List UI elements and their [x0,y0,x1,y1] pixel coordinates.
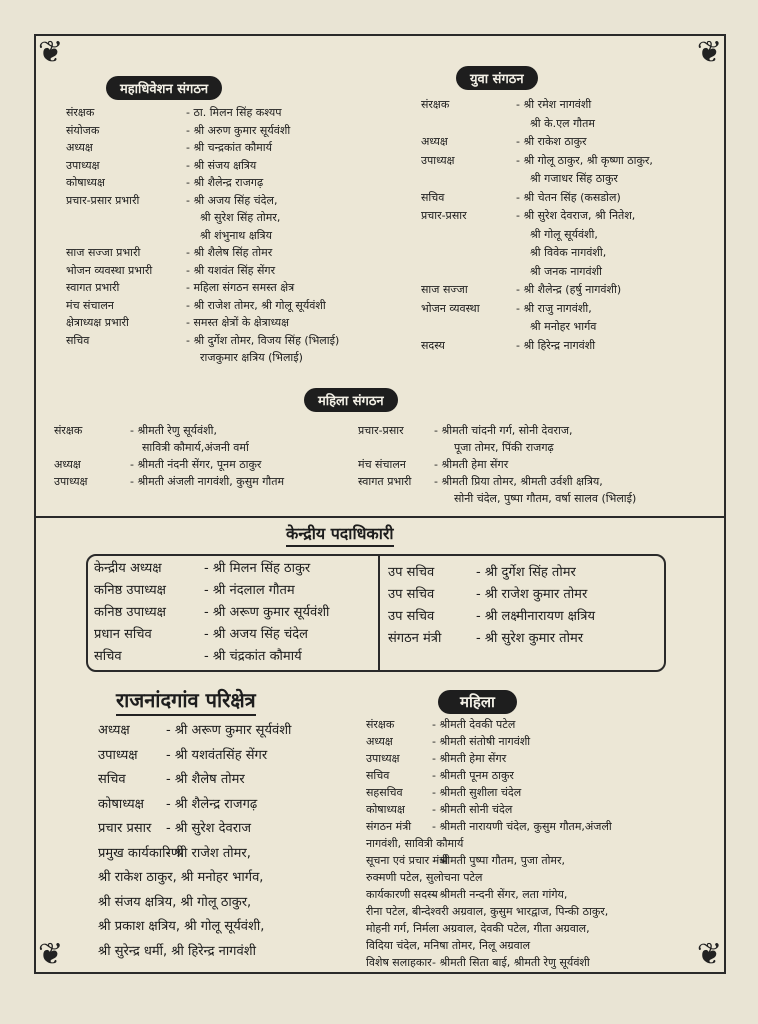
entry-value: - श्रीमती पूनम ठाकुर [432,769,514,782]
entry-label: सचिव [94,649,122,664]
entry-value: श्री गोलू सूर्यवंशी, [530,227,598,241]
entry-value: - श्री अरुण कुमार सूर्यवंशी [186,123,291,137]
entry-value: - श्री राजेश तोमर, [166,845,251,861]
entry-value: - श्रीमती सिता बाई, श्रीमती रेणु सूर्यवंशी [432,956,590,969]
entry-label: संयोजक [66,123,100,137]
entry-value: - श्री चेतन सिंह (कसडोल) [516,190,621,204]
entry-value: - श्रीमती अंजली नागवंशी, कुसुम गौतम [130,475,285,488]
entry-label: कोषाध्यक्ष [366,803,405,816]
entry-value: श्री संजय क्षत्रिय, श्री गोलू ठाकुर, [98,894,252,910]
entry-value: - श्री दुर्गेश तोमर, विजय सिंह (भिलाई) [186,333,340,347]
entry-value: - श्री नंदलाल गौतम [204,583,295,598]
entry-value: - ठा. मिलन सिंह कश्यप [186,106,282,119]
entry-label: कोषाध्यक्ष [98,796,144,812]
entry-label: केन्द्रीय अध्यक्ष [94,561,162,576]
entry-label: मंच संचालन [66,298,114,312]
entry-value: श्री शंभुनाथ क्षत्रिय [200,228,273,242]
entry-value: - श्री यशवंत सिंह सेंगर [186,263,276,277]
entry-value: रुक्मणी पटेल, सुलोचना पटेल [366,871,483,884]
entry-value: - श्रीमती नंदनी सेंगर, पूनम ठाकुर [130,458,262,471]
entry-value: - श्री मिलन सिंह ठाकुर [204,561,311,576]
entry-label: प्रधान सचिव [94,627,152,642]
entry-label: कनिष्ठ उपाध्यक्ष [94,583,166,598]
entry-value: - श्री चंद्रकांत कौमार्य [204,649,302,664]
entry-label: संगठन मंत्री [366,820,412,833]
entry-value: - श्री शैलेन्द्र (हर्षु नागवंशी) [516,283,622,296]
entry-value: - श्री सुरेश देवराज, श्री नितेश, [516,209,636,222]
entry-label: अध्यक्ष [66,141,93,154]
entry-value: - श्रीमती चांदनी गर्ग, सोनी देवराज, [434,424,573,437]
entry-label: उपाध्यक्ष [54,475,88,488]
entry-label: साज सज्जा प्रभारी [66,246,141,259]
entry-value: - महिला संगठन समस्त क्षेत्र [186,281,295,294]
entry-label: उप सचिव [388,587,435,602]
entry-value: पूजा तोमर, पिंकी राजगढ़ [454,441,554,454]
entry-label: कोषाध्यक्ष [66,176,105,189]
entry-value: - श्री राकेश ठाकुर [516,135,587,148]
entry-value: - श्री शैलेष सिंह तोमर [186,246,273,259]
entry-value: - श्री राजु नागवंशी, [516,301,592,315]
entry-label: अध्यक्ष [98,723,130,738]
entry-value: राजकुमार क्षत्रिय (भिलाई) [200,351,303,364]
entry-label: क्षेत्राध्यक्ष प्रभारी [66,316,129,329]
entry-value: श्री विवेक नागवंशी, [530,246,607,259]
entry-value: - श्रीमती प्रिया तोमर, श्रीमती उर्वशी क्षत्रिय, [434,475,603,488]
entry-value: - श्री हिरेन्द्र नागवंशी [516,338,596,352]
entry-label: सचिव [421,190,445,204]
entry-value: - श्री गोलू ठाकुर, श्री कृष्णा ठाकुर, [516,153,653,167]
entry-label: प्रचार-प्रसार प्रभारी [66,193,140,207]
entry-label: भोजन व्यवस्था प्रभारी [66,263,153,277]
kendriya-title: केन्द्रीय पदाधिकारी [286,522,394,547]
entry-value: श्री सुरेश सिंह तोमर, [200,211,281,224]
floral-ornament-icon: ❦ [696,35,722,70]
floral-ornament-icon: ❦ [696,937,722,972]
entry-value: - श्री अरूण कुमार सूर्यवंशी [166,723,292,738]
entry-value: - श्री रमेश नागवंशी [516,98,592,111]
entry-value: - श्रीमती नारायणी चंदेल, कुसुम गौतम,अंजली [432,820,612,833]
entry-value: - श्री शैलेन्द्र राजगढ़ [166,796,258,812]
entry-value: - श्रीमती पुष्पा गौतम, पुजा तोमर, [432,854,566,867]
entry-label: सूचना एवं प्रचार मंत्री [366,854,449,867]
entry-label: सचिव [366,769,390,782]
entry-value: श्री राकेश ठाकुर, श्री मनोहर भार्गव, [98,870,264,885]
entry-value: - श्री सुरेश देवराज [166,821,252,836]
document-sheet [34,34,726,974]
entry-value: - श्री सुरेश कुमार तोमर [476,631,584,646]
floral-ornament-icon: ❦ [38,35,64,70]
entry-label: उप सचिव [388,565,435,580]
entry-value: सावित्री कौमार्य,अंजनी वर्मा [142,441,249,454]
entry-label: प्रमुख कार्यकारिणी [98,845,184,861]
entry-label: स्वागत प्रभारी [66,281,120,294]
entry-value: - श्री शैलेन्द्र राजगढ़ [186,176,264,189]
entry-label: संगठन मंत्री [388,631,442,646]
entry-value: - श्री दुर्गेश सिंह तोमर [476,565,576,580]
mahila-sangathan-title: महिला संगठन [304,388,398,412]
entry-label: प्रचार-प्रसार [421,209,467,222]
floral-ornament-icon: ❦ [38,937,64,972]
entry-label: उप सचिव [388,609,435,624]
entry-value: सोनी चंदेल, पुष्पा गौतम, वर्षा सालव (भिलाई) [454,492,637,505]
entry-value: नागवंशी, सावित्री कौमार्य [366,837,464,850]
entry-label: अध्यक्ष [54,458,81,471]
entry-value: - श्रीमती हेमा सेंगर [432,752,507,765]
entry-value: मोहनी गर्ग, निर्मला अग्रवाल, देवकी पटेल, गीता अग्रवाल, [366,922,590,935]
entry-value: श्री जनक नागवंशी [530,264,602,278]
entry-value: विदिया चंदेल, मनिषा तोमर, निलू अग्रवाल [366,939,531,952]
entry-label: संरक्षक [366,718,395,731]
entry-value: श्री प्रकाश क्षत्रिय, श्री गोलू सूर्यवंशी, [98,919,265,934]
entry-label: भोजन व्यवस्था [421,301,480,315]
entry-value: श्री गजाधर सिंह ठाकुर [530,172,618,185]
entry-label: अध्यक्ष [421,135,448,148]
entry-label: साज सज्जा [421,283,468,296]
entry-value: श्री के.एल गौतम [530,116,596,130]
entry-value: - समस्त क्षेत्रों के क्षेत्राध्यक्ष [186,316,289,329]
entry-label: स्वागत प्रभारी [358,475,412,488]
rajnandgaon-title: राजनांदगांव परिक्षेत्र [116,686,256,716]
entry-label: उपाध्यक्ष [98,747,138,763]
entry-value: - श्री राजेश तोमर, श्री गोलू सूर्यवंशी [186,298,326,312]
mahila-title: महिला [438,690,517,714]
entry-value: - श्री चन्द्रकांत कौमार्य [186,141,272,154]
entry-label: प्रचार-प्रसार [358,424,404,437]
entry-label: संरक्षक [421,98,450,111]
entry-label: उपाध्यक्ष [66,158,100,172]
entry-label: संरक्षक [54,424,83,437]
entry-value: श्री मनोहर भार्गव [530,320,597,333]
section-divider [36,516,724,518]
kendriya-divider [378,556,380,670]
entry-label: सचिव [66,333,90,347]
entry-value: - श्रीमती रेणु सूर्यवंशी, [130,424,218,437]
mahadhiveshan-title: महाधिवेशन संगठन [106,76,222,100]
entry-label: सहसचिव [366,786,403,799]
entry-label: कनिष्ठ उपाध्यक्ष [94,605,166,620]
entry-value: - श्री संजय क्षत्रिय [186,158,257,172]
entry-label: संरक्षक [66,106,95,119]
entry-value: - श्री अरूण कुमार सूर्यवंशी [204,605,330,620]
entry-label: कार्यकारणी सदस्य [366,888,438,901]
entry-label: उपाध्यक्ष [421,153,455,167]
entry-value: - श्रीमती हेमा सेंगर [434,458,509,471]
entry-value: - श्री शैलेष तोमर [166,772,245,787]
entry-value: - श्रीमती संतोषी नागवंशी [432,735,531,748]
yuva-title: युवा संगठन [456,66,538,90]
entry-label: सचिव [98,772,126,787]
entry-value: रीना पटेल, बीन्देश्वरी अग्रवाल, कुसुम भारद्वाज, पिन्की ठाकुर, [366,905,609,918]
entry-value: - श्री यशवंतसिंह सेंगर [166,747,268,763]
entry-value: - श्रीमती नन्दनी सेंगर, लता गांगेय, [432,888,568,901]
entry-label: उपाध्यक्ष [366,752,400,765]
entry-value: - श्रीमती सोनी चंदेल [432,803,513,816]
entry-value: - श्री अजय सिंह चंदेल [204,627,308,642]
entry-label: विशेष सलाहकार [366,956,432,969]
entry-value: श्री सुरेन्द्र धर्मी, श्री हिरेन्द्र नागवंशी [98,943,256,959]
entry-label: सदस्य [421,338,445,352]
entry-value: - श्री राजेश कुमार तोमर [476,587,588,602]
entry-value: - श्रीमती सुशीला चंदेल [432,786,522,799]
entry-value: - श्री अजय सिंह चंदेल, [186,193,278,207]
entry-label: मंच संचालन [358,458,406,471]
entry-value: - श्रीमती देवकी पटेल [432,718,516,731]
entry-value: - श्री लक्ष्मीनारायण क्षत्रिय [476,609,596,624]
entry-label: प्रचार प्रसार [98,821,152,836]
entry-label: अध्यक्ष [366,735,393,748]
